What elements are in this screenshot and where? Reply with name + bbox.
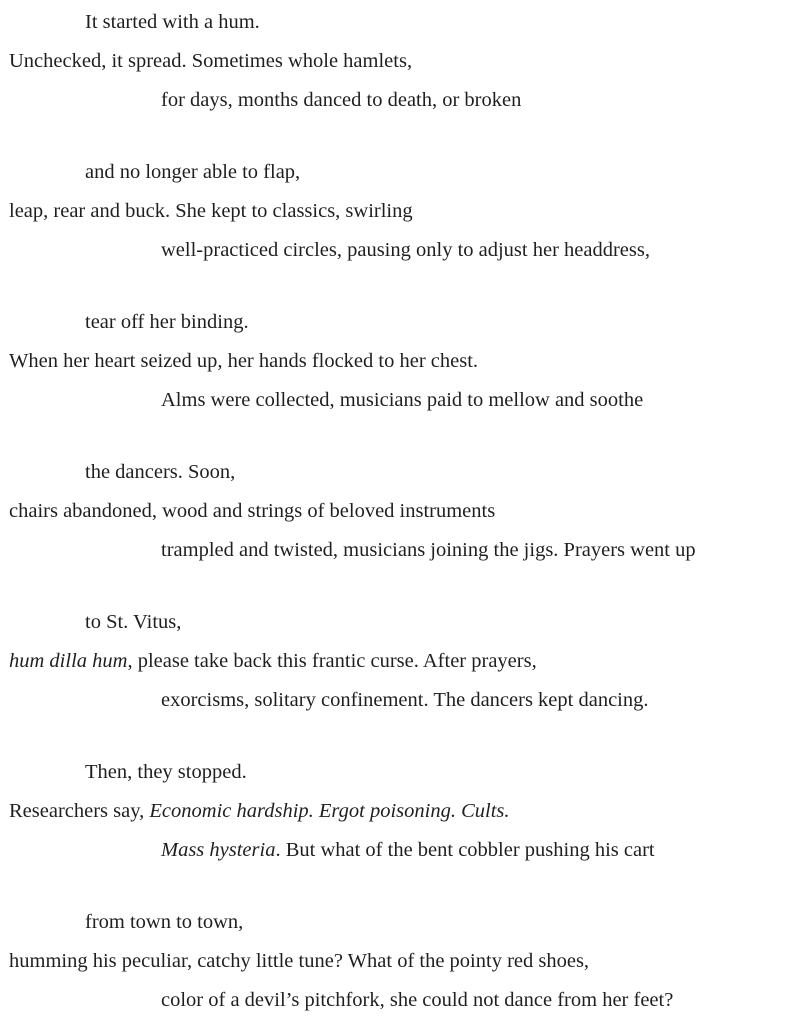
poem-line: leap, rear and buck. She kept to classics, swirling [9,200,413,222]
poem-line: trampled and twisted, musicians joining the jigs. Prayers went up [161,539,696,561]
poem-line: When her heart seized up, her hands flocked to her chest. [9,350,479,372]
italic-phrase: Economic hardship. Ergot poisoning. Cults. [149,800,510,822]
poem-line: to St. Vitus, [85,611,182,633]
poem-line: tear off her binding. [85,311,249,333]
poem-line [9,799,510,823]
poem-line: It started with a hum. [85,11,260,33]
italic-phrase: hum dilla hum [9,650,128,672]
poem-line: Alms were collected, musicians paid to mellow and soothe [161,389,644,411]
line-text: . But what of the bent cobbler pushing his cart [275,839,655,861]
poem-line [161,838,655,862]
poem-line: well-practiced circles, pausing only to adjust her headdress, [161,239,650,261]
poem-line: the dancers. Soon, [85,461,236,483]
italic-phrase: Mass hysteria [161,839,276,861]
line-text: , please take back this frantic curse. After prayers, [127,650,537,672]
poem-line: for days, months danced to death, or broken [161,89,522,111]
poem-line [9,649,537,673]
poem-line: Unchecked, it spread. Sometimes whole hamlets, [9,50,413,72]
poem-line: Then, they stopped. [85,761,247,783]
poem-line: from town to town, [85,911,244,933]
line-text: Researchers say, [9,800,150,822]
poem-line: color of a devil’s pitchfork, she could not dance from her feet? [161,989,674,1011]
poem-line: and no longer able to flap, [85,161,301,183]
poem-line: chairs abandoned, wood and strings of beloved instruments [9,500,496,522]
poem-line: humming his peculiar, catchy little tune? What of the pointy red shoes, [9,950,590,972]
poem-line: exorcisms, solitary confinement. The dancers kept dancing. [161,689,649,711]
